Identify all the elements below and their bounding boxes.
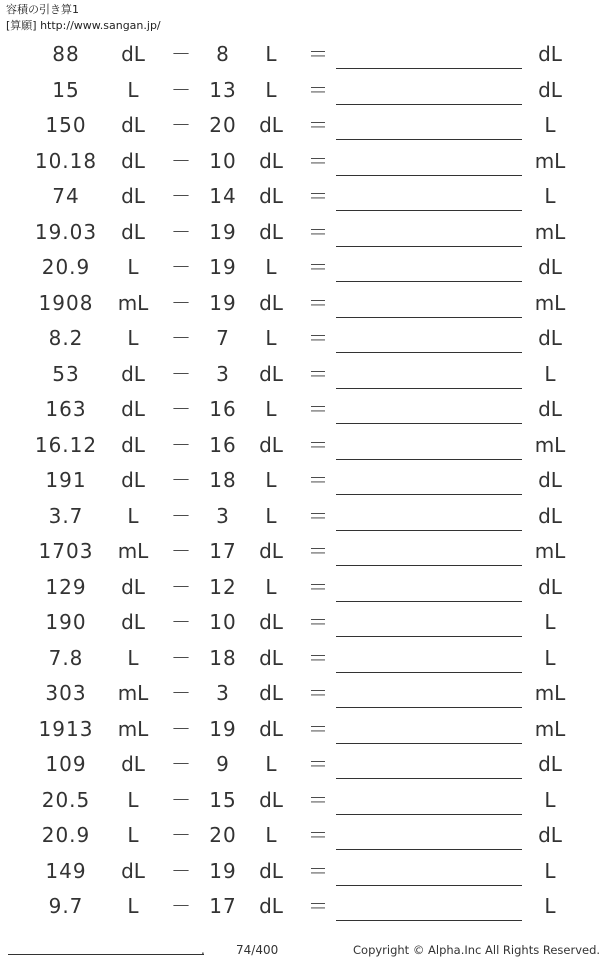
answer-blank[interactable] — [336, 743, 522, 744]
answer-blank[interactable] — [336, 565, 522, 566]
minus-sign: － — [171, 681, 191, 705]
minuend-value: 20.9 — [41, 255, 91, 279]
answer-unit: mL — [534, 681, 566, 705]
equals-sign: ＝ — [308, 77, 328, 102]
copyright-notice: Copyright © Alpha.Inc All Rights Reserved. — [353, 943, 600, 957]
subtrahend-unit: dL — [259, 539, 283, 563]
equals-sign: ＝ — [308, 752, 328, 776]
equals-sign: ＝ — [308, 432, 328, 457]
minuend-value: 20.9 — [41, 823, 91, 847]
answer-blank[interactable] — [336, 530, 522, 531]
minuend-value: 150 — [45, 113, 87, 137]
problem-row — [0, 784, 600, 820]
minus-sign: － — [171, 326, 191, 350]
problem-row — [0, 393, 600, 429]
answer-blank[interactable] — [336, 210, 522, 211]
problem-row — [0, 500, 600, 536]
subtrahend-value: 20 — [209, 113, 237, 137]
subtrahend-unit: dL — [259, 432, 283, 457]
subtrahend-unit: dL — [259, 219, 283, 244]
answer-unit: L — [544, 645, 556, 670]
answer-unit: L — [544, 113, 556, 137]
answer-blank[interactable] — [336, 672, 522, 673]
answer-unit: dL — [538, 42, 562, 66]
minus-sign: － — [171, 184, 191, 208]
problem-row — [0, 713, 600, 749]
minuend-unit: dL — [121, 432, 145, 457]
minuend-unit: dL — [121, 397, 145, 421]
answer-blank[interactable] — [336, 317, 522, 318]
answer-unit: mL — [534, 148, 566, 173]
subtrahend-value: 10 — [209, 148, 237, 173]
name-underline — [8, 954, 204, 955]
problem-row — [0, 38, 600, 74]
subtrahend-unit: L — [265, 255, 277, 279]
minus-sign: － — [171, 148, 191, 173]
subtrahend-unit: L — [265, 77, 277, 102]
minus-sign: － — [171, 42, 191, 66]
equals-sign: ＝ — [308, 858, 328, 883]
minuend-value: 163 — [45, 397, 87, 421]
answer-blank[interactable] — [336, 246, 522, 247]
answer-unit: dL — [538, 468, 562, 492]
subtrahend-value: 3 — [216, 361, 230, 386]
subtrahend-unit: dL — [259, 858, 283, 883]
subtrahend-unit: L — [265, 42, 277, 66]
equals-sign: ＝ — [308, 681, 328, 705]
minuend-unit: mL — [117, 681, 149, 705]
problem-row — [0, 109, 600, 145]
footer-dot: . — [201, 943, 205, 957]
minuend-value: 303 — [45, 681, 87, 705]
answer-unit: dL — [538, 397, 562, 421]
problem-row — [0, 571, 600, 607]
answer-blank[interactable] — [336, 601, 522, 602]
equals-sign: ＝ — [308, 184, 328, 208]
answer-blank[interactable] — [336, 281, 522, 282]
problem-row — [0, 464, 600, 500]
equals-sign: ＝ — [308, 219, 328, 244]
answer-unit: dL — [538, 823, 562, 847]
minuend-value: 190 — [45, 610, 87, 634]
minuend-value: 1703 — [38, 539, 94, 563]
equals-sign: ＝ — [308, 361, 328, 386]
subtrahend-value: 3 — [216, 503, 230, 528]
answer-unit: mL — [534, 219, 566, 244]
problem-row — [0, 180, 600, 216]
minuend-value: 129 — [45, 574, 87, 599]
minuend-value: 15 — [52, 77, 80, 102]
answer-blank[interactable] — [336, 849, 522, 850]
equals-sign: ＝ — [308, 42, 328, 66]
subtrahend-value: 15 — [209, 787, 237, 812]
minuend-value: 19.03 — [34, 219, 98, 244]
subtrahend-unit: dL — [259, 894, 283, 918]
problem-row — [0, 606, 600, 642]
problem-row — [0, 145, 600, 181]
answer-blank[interactable] — [336, 68, 522, 69]
answer-blank[interactable] — [336, 885, 522, 886]
problem-list — [0, 38, 600, 926]
minus-sign: － — [171, 77, 191, 102]
minuend-value: 3.7 — [48, 503, 84, 528]
equals-sign: ＝ — [308, 255, 328, 279]
problem-row — [0, 322, 600, 358]
minus-sign: － — [171, 290, 191, 315]
problem-row — [0, 677, 600, 713]
subtrahend-value: 19 — [209, 255, 237, 279]
minuend-value: 8.2 — [48, 326, 84, 350]
minuend-value: 1908 — [38, 290, 94, 315]
minuend-unit: L — [127, 894, 139, 918]
minuend-value: 191 — [45, 468, 87, 492]
subtrahend-value: 9 — [216, 752, 230, 776]
minus-sign: － — [171, 219, 191, 244]
answer-unit: mL — [534, 290, 566, 315]
equals-sign: ＝ — [308, 148, 328, 173]
problem-row — [0, 535, 600, 571]
minus-sign: － — [171, 539, 191, 563]
minus-sign: － — [171, 787, 191, 812]
subtrahend-unit: L — [265, 823, 277, 847]
answer-blank[interactable] — [336, 352, 522, 353]
minuend-unit: dL — [121, 184, 145, 208]
answer-blank[interactable] — [336, 494, 522, 495]
minuend-unit: dL — [121, 752, 145, 776]
problem-row — [0, 855, 600, 891]
minus-sign: － — [171, 468, 191, 492]
minus-sign: － — [171, 610, 191, 634]
minuend-unit: L — [127, 645, 139, 670]
subtrahend-value: 17 — [209, 539, 237, 563]
subtrahend-unit: dL — [259, 113, 283, 137]
minuend-unit: L — [127, 326, 139, 350]
subtrahend-value: 16 — [209, 397, 237, 421]
subtrahend-unit: L — [265, 503, 277, 528]
minus-sign: － — [171, 574, 191, 599]
minuend-value: 10.18 — [34, 148, 98, 173]
minus-sign: － — [171, 432, 191, 457]
subtrahend-value: 10 — [209, 610, 237, 634]
minuend-value: 9.7 — [48, 894, 84, 918]
worksheet-header — [6, 2, 161, 34]
worksheet-title: 容積の引き算1 — [6, 3, 79, 16]
answer-blank[interactable] — [336, 814, 522, 815]
minuend-unit: dL — [121, 219, 145, 244]
subtrahend-value: 19 — [209, 290, 237, 315]
equals-sign: ＝ — [308, 290, 328, 315]
subtrahend-value: 16 — [209, 432, 237, 457]
equals-sign: ＝ — [308, 574, 328, 599]
subtrahend-value: 18 — [209, 468, 237, 492]
minuend-value: 109 — [45, 752, 87, 776]
answer-unit: dL — [538, 752, 562, 776]
answer-unit: dL — [538, 574, 562, 599]
minus-sign: － — [171, 645, 191, 670]
minuend-unit: dL — [121, 574, 145, 599]
minuend-unit: dL — [121, 113, 145, 137]
subtrahend-value: 17 — [209, 894, 237, 918]
equals-sign: ＝ — [308, 113, 328, 137]
minuend-unit: dL — [121, 361, 145, 386]
minus-sign: － — [171, 361, 191, 386]
answer-blank[interactable] — [336, 707, 522, 708]
minuend-value: 7.8 — [48, 645, 84, 670]
answer-blank[interactable] — [336, 175, 522, 176]
answer-blank[interactable] — [336, 778, 522, 779]
subtrahend-unit: dL — [259, 184, 283, 208]
subtrahend-unit: dL — [259, 716, 283, 741]
problem-row — [0, 642, 600, 678]
minuend-unit: dL — [121, 468, 145, 492]
subtrahend-unit: dL — [259, 645, 283, 670]
subtrahend-value: 14 — [209, 184, 237, 208]
answer-unit: mL — [534, 432, 566, 457]
subtrahend-unit: L — [265, 326, 277, 350]
subtrahend-unit: dL — [259, 787, 283, 812]
minuend-value: 88 — [52, 42, 80, 66]
subtrahend-value: 19 — [209, 858, 237, 883]
answer-blank[interactable] — [336, 423, 522, 424]
subtrahend-unit: dL — [259, 610, 283, 634]
answer-unit: L — [544, 858, 556, 883]
minus-sign: － — [171, 503, 191, 528]
site-link[interactable]: [算願] http://www.sangan.jp/ — [6, 19, 161, 32]
subtrahend-value: 18 — [209, 645, 237, 670]
equals-sign: ＝ — [308, 503, 328, 528]
minuend-unit: mL — [117, 290, 149, 315]
subtrahend-unit: dL — [259, 148, 283, 173]
minuend-unit: L — [127, 787, 139, 812]
minuend-value: 1913 — [38, 716, 94, 741]
answer-unit: L — [544, 610, 556, 634]
minuend-unit: L — [127, 503, 139, 528]
problem-row — [0, 429, 600, 465]
answer-blank[interactable] — [336, 388, 522, 389]
page-number: 74/400 — [236, 943, 279, 957]
answer-unit: dL — [538, 326, 562, 350]
minuend-unit: L — [127, 77, 139, 102]
minus-sign: － — [171, 255, 191, 279]
answer-unit: L — [544, 787, 556, 812]
minus-sign: － — [171, 716, 191, 741]
subtrahend-value: 20 — [209, 823, 237, 847]
minuend-unit: dL — [121, 858, 145, 883]
equals-sign: ＝ — [308, 539, 328, 563]
minus-sign: － — [171, 823, 191, 847]
answer-unit: L — [544, 361, 556, 386]
subtrahend-unit: L — [265, 468, 277, 492]
answer-blank[interactable] — [336, 920, 522, 921]
minuend-value: 74 — [52, 184, 80, 208]
minus-sign: － — [171, 113, 191, 137]
subtrahend-value: 3 — [216, 681, 230, 705]
minuend-value: 16.12 — [34, 432, 98, 457]
answer-unit: mL — [534, 539, 566, 563]
subtrahend-unit: L — [265, 397, 277, 421]
subtrahend-unit: dL — [259, 361, 283, 386]
answer-blank[interactable] — [336, 104, 522, 105]
equals-sign: ＝ — [308, 326, 328, 350]
equals-sign: ＝ — [308, 468, 328, 492]
answer-unit: L — [544, 894, 556, 918]
subtrahend-unit: dL — [259, 681, 283, 705]
minuend-unit: L — [127, 823, 139, 847]
problem-row — [0, 748, 600, 784]
answer-blank[interactable] — [336, 636, 522, 637]
problem-row — [0, 890, 600, 926]
answer-unit: dL — [538, 77, 562, 102]
minuend-unit: dL — [121, 148, 145, 173]
minuend-unit: dL — [121, 610, 145, 634]
subtrahend-unit: dL — [259, 290, 283, 315]
minuend-unit: mL — [117, 539, 149, 563]
answer-unit: mL — [534, 716, 566, 741]
answer-unit: dL — [538, 503, 562, 528]
equals-sign: ＝ — [308, 645, 328, 670]
answer-unit: L — [544, 184, 556, 208]
subtrahend-value: 7 — [216, 326, 230, 350]
subtrahend-value: 13 — [209, 77, 237, 102]
minuend-unit: mL — [117, 716, 149, 741]
equals-sign: ＝ — [308, 787, 328, 812]
subtrahend-unit: L — [265, 574, 277, 599]
minus-sign: － — [171, 397, 191, 421]
equals-sign: ＝ — [308, 610, 328, 634]
minus-sign: － — [171, 752, 191, 776]
minus-sign: － — [171, 858, 191, 883]
answer-unit: dL — [538, 255, 562, 279]
minuend-value: 53 — [52, 361, 80, 386]
minus-sign: － — [171, 894, 191, 918]
equals-sign: ＝ — [308, 823, 328, 847]
minuend-unit: L — [127, 255, 139, 279]
problem-row — [0, 287, 600, 323]
subtrahend-value: 19 — [209, 219, 237, 244]
minuend-unit: dL — [121, 42, 145, 66]
subtrahend-value: 19 — [209, 716, 237, 741]
equals-sign: ＝ — [308, 894, 328, 918]
minuend-value: 149 — [45, 858, 87, 883]
problem-row — [0, 819, 600, 855]
problem-row — [0, 358, 600, 394]
problem-row — [0, 216, 600, 252]
subtrahend-unit: L — [265, 752, 277, 776]
answer-blank[interactable] — [336, 139, 522, 140]
equals-sign: ＝ — [308, 397, 328, 421]
equals-sign: ＝ — [308, 716, 328, 741]
subtrahend-value: 8 — [216, 42, 230, 66]
minuend-value: 20.5 — [41, 787, 91, 812]
answer-blank[interactable] — [336, 459, 522, 460]
problem-row — [0, 74, 600, 110]
problem-row — [0, 251, 600, 287]
subtrahend-value: 12 — [209, 574, 237, 599]
